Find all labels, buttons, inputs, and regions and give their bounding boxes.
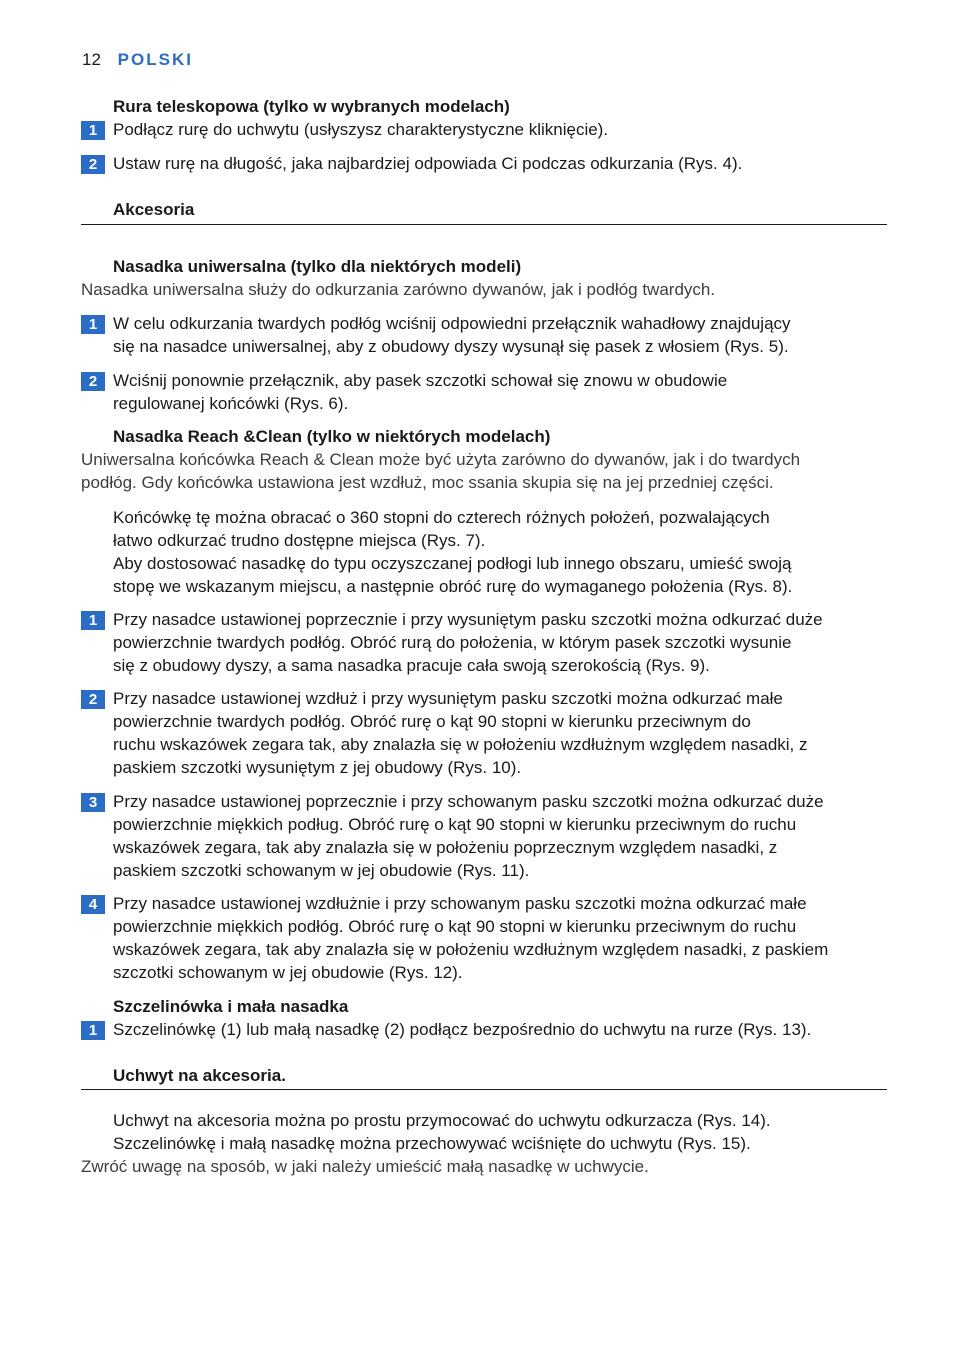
page-number: 12 <box>82 50 101 69</box>
step-text: Podłącz rurę do uchwytu (usłyszysz charakterystyczne kliknięcie). <box>113 120 609 139</box>
paragraph-line: Zwróć uwagę na sposób, w jaki należy umieścić małą nasadkę w uchwycie. <box>81 1157 649 1176</box>
step-text-line: Przy nasadce ustawionej poprzecznie i przy wysuniętym pasku szczotki można odkurzać duże <box>113 610 823 629</box>
paragraph-line: podłóg. Gdy końcówka ustawiona jest wzdłuż, moc ssania skupia się na jej przedniej części. <box>81 473 774 492</box>
step-number-badge: 1 <box>81 1021 105 1040</box>
paragraph-line: Szczelinówkę i małą nasadkę można przechowywać wciśnięte do uchwytu (Rys. 15). <box>113 1134 751 1153</box>
step-number-badge: 1 <box>81 611 105 630</box>
section-heading-reach-clean: Nasadka Reach &Clean (tylko w niektórych modelach) <box>113 427 551 446</box>
step-text-line: wskazówek zegara, tak aby znalazła się w położeniu wzdłużnym względem nasadki, z paskiem <box>113 940 829 959</box>
step-text-line: powierzchnie miękkich podłóg. Obróć rurę o kąt 90 stopni w kierunku przeciwnym do ruchu <box>113 917 797 936</box>
step-number-badge: 1 <box>81 121 105 140</box>
step-number-badge: 2 <box>81 155 105 174</box>
step-text-line: Wciśnij ponownie przełącznik, aby pasek szczotki schował się znowu w obudowie <box>113 371 728 390</box>
step-text-line: szczotki schowanym w jej obudowie (Rys. 12). <box>113 963 463 982</box>
paragraph-line: stopę we wskazanym miejscu, a następnie obróć rurę do wymaganego położenia (Rys. 8). <box>113 577 793 596</box>
paragraph: Nasadka uniwersalna służy do odkurzania zarówno dywanów, jak i podłóg twardych. <box>81 280 716 299</box>
paragraph-line: Aby dostosować nasadkę do typu oczyszczanej podłogi lub innego obszaru, umieść swoją <box>113 554 792 573</box>
paragraph-line: Uniwersalna końcówka Reach & Clean może być użyta zarówno do dywanów, jak i do twardych <box>81 450 801 469</box>
section-heading-universal-nozzle: Nasadka uniwersalna (tylko dla niektórych modeli) <box>113 257 522 276</box>
section-heading-accessory-holder: Uchwyt na akcesoria. <box>113 1066 286 1085</box>
step-text-line: Przy nasadce ustawionej poprzecznie i przy schowanym pasku szczotki można odkurzać duże <box>113 792 824 811</box>
step-number-badge: 4 <box>81 895 105 914</box>
section-heading-telescopic-tube: Rura teleskopowa (tylko w wybranych modelach) <box>113 97 510 116</box>
step-text-line: wskazówek zegara, tak aby znalazła się w położeniu poprzecznym względem nasadki, z <box>113 838 778 857</box>
step-text-line: regulowanej końcówki (Rys. 6). <box>113 394 349 413</box>
step-text-line: ruchu wskazówek zegara tak, aby znalazła się w położeniu wzdłużnym względem nasadki, z <box>113 735 808 754</box>
step-text-line: się z obudowy dyszy, a sama nasadka pracuje cała swoją szerokością (Rys. 9). <box>113 656 710 675</box>
step-text-line: paskiem szczotki wysuniętym z jej obudowy (Rys. 10). <box>113 758 522 777</box>
step-text-line: Przy nasadce ustawionej wzdłużnie i przy schowanym pasku szczotki można odkurzać małe <box>113 894 807 913</box>
step-number-badge: 2 <box>81 690 105 709</box>
step-text-line: się na nasadce uniwersalnej, aby z obudowy dyszy wysunął się pasek z włosiem (Rys. 5). <box>113 337 789 356</box>
step-text: Ustaw rurę na długość, jaka najbardziej odpowiada Ci podczas odkurzania (Rys. 4). <box>113 154 743 173</box>
step-number-badge: 1 <box>81 315 105 334</box>
step-number-badge: 3 <box>81 793 105 812</box>
paragraph-line: Uchwyt na akcesoria można po prostu przymocować do uchwytu odkurzacza (Rys. 14). <box>113 1111 771 1130</box>
step-text-line: powierzchnie miękkich podług. Obróć rurę o kąt 90 stopni w kierunku przeciwnym do ruchu <box>113 815 797 834</box>
step-text-line: paskiem szczotki schowanym w jej obudowie (Rys. 11). <box>113 861 530 880</box>
step-number-badge: 2 <box>81 372 105 391</box>
section-heading-accessories: Akcesoria <box>113 200 195 219</box>
section-divider <box>81 1089 887 1090</box>
step-text-line: W celu odkurzania twardych podłóg wciśnij odpowiedni przełącznik wahadłowy znajdujący <box>113 314 791 333</box>
language-label: POLSKI <box>117 50 193 69</box>
section-divider <box>81 224 887 225</box>
section-heading-crevice-tool: Szczelinówka i mała nasadka <box>113 997 349 1016</box>
page-header <box>82 50 193 70</box>
step-text-line: powierzchnie twardych podłóg. Obróć rurę o kąt 90 stopni w kierunku przeciwnym do <box>113 712 751 731</box>
step-text: Szczelinówkę (1) lub małą nasadkę (2) podłącz bezpośrednio do uchwytu na rurze (Rys. 13). <box>113 1020 812 1039</box>
paragraph-line: łatwo odkurzać trudno dostępne miejsca (Rys. 7). <box>113 531 486 550</box>
step-text-line: Przy nasadce ustawionej wzdłuż i przy wysuniętym pasku szczotki można odkurzać małe <box>113 689 783 708</box>
paragraph-line: Końcówkę tę można obracać o 360 stopni do czterech różnych położeń, pozwalających <box>113 508 770 527</box>
step-text-line: powierzchnie twardych podłóg. Obróć rurą do położenia, w którym pasek szczotki wysunie <box>113 633 792 652</box>
